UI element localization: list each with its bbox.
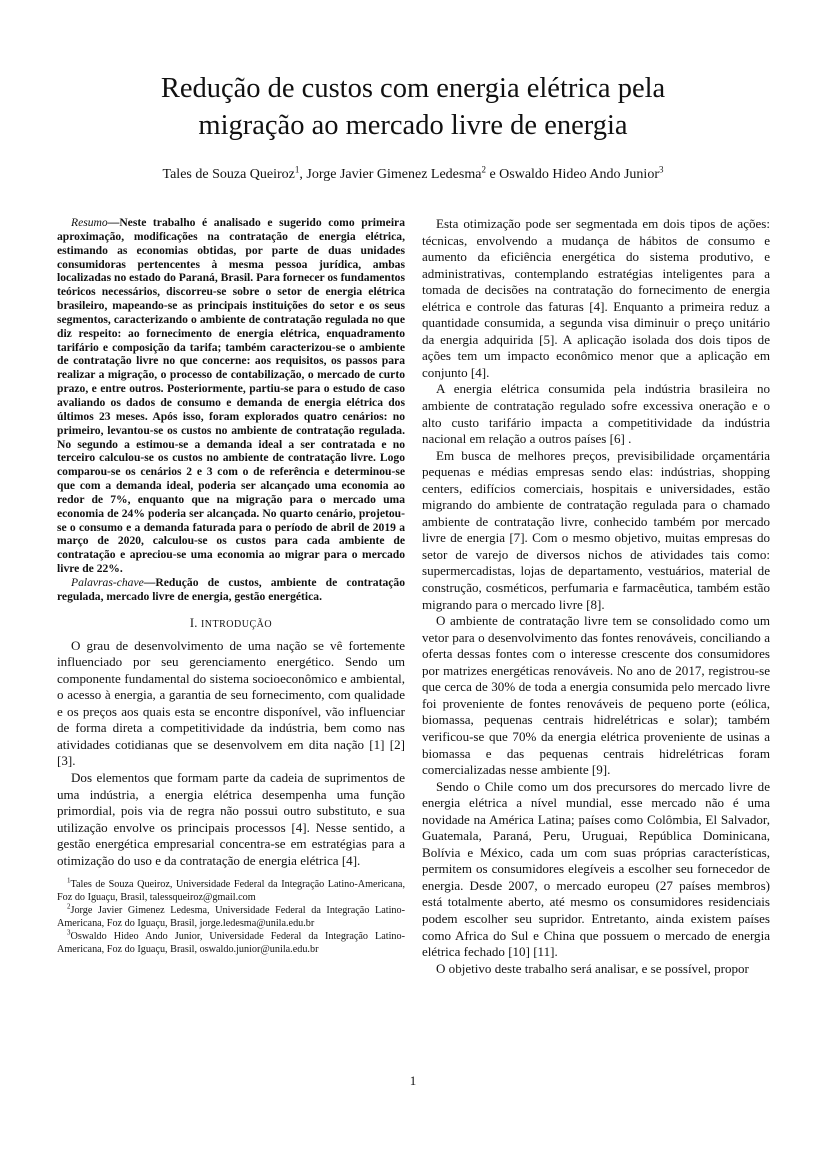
footnote — [57, 876, 405, 905]
author-mark: 1 — [294, 164, 300, 175]
author-separator: , — [299, 167, 307, 182]
footnote-mark: 1 — [67, 876, 71, 885]
author-mark: 3 — [658, 164, 664, 175]
author-name: Jorge Javier Gimenez Ledesma — [306, 167, 482, 182]
body-paragraph: Esta otimização pode ser segmentada em dois tipos de ações: técnicas, envolvendo a mudança de hábitos de consumo e aumento da eficiência energética do sistema produtivo, e administrativas, contemplando estratégias inteligentes para a tomada de decisões na contratação do fornecimento de energia elétrica e controle das faturas [4]. Enquanto a primeira reduz a quantidade consumida, a segunda visa diminuir o preço unitário da energia adquirida [5]. A aplicação isolada dos dois tipos de ações tem um impacto econômico menor que a aplicação em conjunto [4]. — [422, 216, 770, 380]
paper-title — [60, 70, 766, 144]
footnote — [57, 928, 405, 957]
section-numeral: I. — [189, 615, 198, 630]
section-heading — [57, 615, 405, 633]
footnote-mark: 3 — [67, 928, 71, 937]
footnote-text: Tales de Souza Queiroz, Universidade Federal da Integração Latino-Americana, Foz do Iguaçu, Brasil, talessqueiroz@gmail.com — [57, 879, 405, 904]
footnote-text: Oswaldo Hideo Ando Junior, Universidade Federal da Integração Latino-Americana, Foz do Iguaçu, Brasil, oswaldo.junior@unila.edu.br — [57, 930, 405, 955]
author-mark: 2 — [481, 164, 486, 175]
body-paragraph: O grau de desenvolvimento de uma nação se vê fortemente influenciado por seu gerenciamento energético. Sendo um componente fundamental do sistema socioeconômico e ambiental, o acesso à energia, a garantia de seu fornecimento, com qualidade e os preços aos quais esta se encontre disponível, vão influenciar de forma direta a competitividade da indústria, bem como nas atividades cotidianas que se desenvolvem em dita nação [1] [2] [3]. — [57, 637, 405, 769]
abstract-lead: Resumo — [71, 216, 108, 229]
right-column — [422, 216, 770, 977]
body-paragraph: A energia elétrica consumida pela indústria brasileira no ambiente de contratação regulado sofre excessiva oneração e o alto custo tarifário impacta a competitividade da indústria nacional em relação a outros países [6] . — [422, 381, 770, 447]
author-separator: e — [485, 167, 500, 182]
title-line: migração ao mercado livre de energia — [198, 110, 628, 141]
footnote-mark: 2 — [67, 902, 71, 911]
keywords — [57, 576, 405, 604]
body-paragraph: O objetivo deste trabalho será analisar, e se possível, propor — [436, 960, 749, 976]
abstract-text: —Neste trabalho é analisado e sugerido como primeira aproximação, modificações na contratação de energia elétrica, estimando as economias obtidas, por parte de duas unidades consumidoras pertencentes à mesma pessoa jurídica, ambas localizadas no estado do Paraná, Brasil. Para fornecer os fundamentos teóricos necessários, discorreu-se sobre o setor de energia elétrica brasileiro, mapeando-se as principais instituições do setor e os seus segmentos, caracterizando o ambiente de contratação regulada no que diz respeito: ao fornecimento de energia elétrica, enquadramento tarifário e composição da tarifa; também caracterizou-se o ambiente de contratação livre no que concerne: aos requisitos, os passos para realizar a migração, o processo de contabilização, o mercado de curto prazo, e entre outros. Posteriormente, partiu-se para o estudo de caso avaliando os dados de consumo e demanda de energia elétrica dos últimos 23 meses. Após isso, foram explorados quatro cenários: no primeiro, levantou-se os custos no ambiente de contratação regulada. No segundo a estimou-se a demanda ideal a ser contratada e no terceiro calculou-se os custos no ambiente de contratação livre. Logo comparou-se os cenários 2 e 3 com o de referência e determinou-se que com a demanda ideal, poderia ser alcançado uma economia ao redor de 7%, enquanto que na migração para o mercado uma economia de 24% poderia ser alcançada. No quarto cenário, projetou-se o consumo e a demanda faturada para o período de abril de 2019 a março de 2020, calculou-se os custos para cada ambiente de contratação e apreciou-se uma economia ao migrar para o mercado livre de 22%. — [57, 216, 405, 576]
footnotes — [57, 876, 405, 956]
keywords-text: —Redução de custos, ambiente de contratação regulada, mercado livre de energia, gestão energética. — [57, 575, 405, 603]
author-name: Oswaldo Hideo Ando Junior — [499, 167, 659, 182]
left-column — [57, 216, 405, 957]
body-paragraph: Em busca de melhores preços, previsibilidade orçamentária pequenas e médias empresas sendo elas: indústrias, shopping centers, edifícios comerciais, hospitais e universidades, estão migrando do ambiente de contratação regulada para o chamado ambiente de contratação livre, conhecido também por mercado livre de energia [7]. Com o mesmo objetivo, muitas empresas do setor de varejo de diversos nichos de atividades tais como: supermercadistas, lojas de departamento, vestuários, material de construção, cosméticos, perfumaria e farmacêutica, também estão migrando para o mercado livre [8]. — [422, 447, 770, 612]
section-title: INTRODUÇÃO — [200, 618, 273, 630]
page-number: 1 — [409, 1073, 417, 1088]
body-paragraph: Sendo o Chile como um dos precursores do mercado livre de energia elétrica a nível mundial, esse mercado não é uma novidade na América Latina; países como Colômbia, El Salvador, Guatemala, Paraná, Peru, Uruguai, República Dominicana, Bolívia e México, cada um com suas próprias características, permitem os consumidores elegíveis a escolher seu fornecedor de energia. Desde 2007, o mercado europeu (27 países membros) está totalmente aberto, até mesmo os consumidores residenciais podem escolher seu supridor. Entretanto, ainda existem países como Africa do Sul e China que possuem o mercado de energia elétrica fechado [10] [11]. — [422, 778, 770, 960]
title-line: Redução de custos com energia elétrica pela — [160, 73, 666, 104]
author-name: Tales de Souza Queiroz — [162, 167, 295, 182]
body-paragraph: O ambiente de contratação livre tem se consolidado como um vetor para o desenvolvimento das fontes renováveis, conciliando a oferta dessas fontes com o interesse crescente dos consumidores por matrizes energéticas renováveis. No ano de 2017, registrou-se que cerca de 30% de toda a energia consumida pelo mercado livre foi proveniente de fontes renováveis de pequeno porte (eólica, biomassa, pequenas centrais hidrelétricas e solar); também verificou-se que 70% da energia elétrica proveniente de usinas a biomassa e das pequenas centrais hidrelétricas foram comercializadas nesse ambiente [9]. — [422, 613, 770, 778]
body-paragraph: Dos elementos que formam parte da cadeia de suprimentos de uma indústria, a energia elétrica desempenha uma função primordial, pois via de regra não possui outro substituto, e sua utilização envolve os principais processos [4]. Nesse sentido, a gestão energética empresarial concentra-se em estratégias para a otimização do uso e da contratação de energia elétrica [4]. — [57, 770, 405, 868]
footnote-text: Jorge Javier Gimenez Ledesma, Universidade Federal da Integração Latino-Americana, Foz do Iguaçu, Brasil, jorge.ledesma@unila.edu.br — [57, 905, 405, 929]
keywords-lead: Palavras-chave — [71, 575, 144, 589]
footnote — [57, 902, 405, 931]
author-list — [60, 166, 766, 184]
abstract — [57, 216, 405, 576]
